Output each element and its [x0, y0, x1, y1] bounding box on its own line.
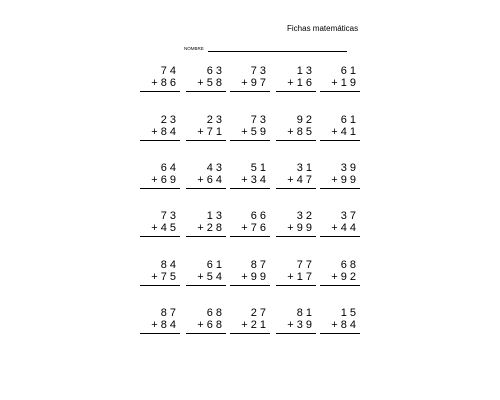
- answer-line[interactable]: [320, 333, 360, 334]
- addend-bottom: + 5 8: [197, 77, 222, 89]
- addend-top: 8 7: [160, 307, 176, 319]
- addend-top: 7 7: [296, 259, 312, 271]
- answer-line[interactable]: [276, 91, 316, 92]
- addend-bottom: + 3 9: [287, 319, 312, 331]
- addend-bottom: + 1 9: [331, 77, 356, 89]
- addition-problem: [140, 114, 180, 148]
- addition-problem: [140, 307, 180, 341]
- addend-top: 7 3: [160, 210, 176, 222]
- answer-line[interactable]: [230, 236, 270, 237]
- addend-bottom: + 1 6: [287, 77, 312, 89]
- addend-bottom: + 6 9: [151, 174, 176, 186]
- worksheet-title: Fichas matemáticas: [287, 24, 359, 33]
- addend-bottom: + 9 9: [241, 271, 266, 283]
- addition-problem: [186, 65, 226, 99]
- answer-line[interactable]: [320, 285, 360, 286]
- addend-top: 3 1: [296, 162, 312, 174]
- addition-problem: [320, 259, 360, 293]
- addition-problem: [276, 162, 316, 196]
- answer-line[interactable]: [140, 91, 180, 92]
- addition-problem: [276, 259, 316, 293]
- addend-bottom: + 8 5: [287, 126, 312, 138]
- answer-line[interactable]: [320, 236, 360, 237]
- addend-bottom: + 9 9: [331, 174, 356, 186]
- addend-bottom: + 6 4: [197, 174, 222, 186]
- answer-line[interactable]: [140, 236, 180, 237]
- addend-top: 6 3: [206, 65, 222, 77]
- addend-top: 6 4: [160, 162, 176, 174]
- answer-line[interactable]: [230, 140, 270, 141]
- addend-bottom: + 8 4: [151, 126, 176, 138]
- addition-problem: [230, 114, 270, 148]
- addition-problem: [320, 307, 360, 341]
- addend-bottom: + 4 4: [331, 222, 356, 234]
- addend-top: 6 1: [340, 114, 356, 126]
- addition-problem: [186, 307, 226, 341]
- answer-line[interactable]: [186, 285, 226, 286]
- addition-problem: [320, 162, 360, 196]
- addition-problem: [186, 114, 226, 148]
- addend-top: 3 7: [340, 210, 356, 222]
- addend-bottom: + 8 4: [331, 319, 356, 331]
- name-underline[interactable]: [208, 51, 347, 52]
- addend-bottom: + 7 5: [151, 271, 176, 283]
- addend-bottom: + 5 4: [197, 271, 222, 283]
- answer-line[interactable]: [320, 140, 360, 141]
- addend-bottom: + 9 7: [241, 77, 266, 89]
- addition-problem: [140, 210, 180, 244]
- addition-problem: [140, 65, 180, 99]
- answer-line[interactable]: [276, 236, 316, 237]
- addend-top: 1 3: [206, 210, 222, 222]
- answer-line[interactable]: [320, 91, 360, 92]
- addend-bottom: + 7 1: [197, 126, 222, 138]
- addend-bottom: + 2 8: [197, 222, 222, 234]
- addition-problem: [320, 65, 360, 99]
- addend-bottom: + 5 9: [241, 126, 266, 138]
- answer-line[interactable]: [276, 140, 316, 141]
- addend-top: 6 8: [206, 307, 222, 319]
- addend-bottom: + 4 1: [331, 126, 356, 138]
- addition-problem: [186, 210, 226, 244]
- addend-bottom: + 3 4: [241, 174, 266, 186]
- addend-top: 8 7: [250, 259, 266, 271]
- addition-problem: [186, 259, 226, 293]
- addend-bottom: + 6 8: [197, 319, 222, 331]
- answer-line[interactable]: [230, 333, 270, 334]
- name-label: NOMBRE: [184, 46, 204, 51]
- addend-top: 6 1: [206, 259, 222, 271]
- addend-top: 2 7: [250, 307, 266, 319]
- addend-bottom: + 4 5: [151, 222, 176, 234]
- addition-problem: [320, 210, 360, 244]
- answer-line[interactable]: [186, 333, 226, 334]
- addend-top: 3 9: [340, 162, 356, 174]
- addition-problem: [140, 162, 180, 196]
- answer-line[interactable]: [140, 140, 180, 141]
- addend-top: 5 1: [250, 162, 266, 174]
- addition-problem: [230, 259, 270, 293]
- addend-bottom: + 8 6: [151, 77, 176, 89]
- addend-top: 8 1: [296, 307, 312, 319]
- addend-bottom: + 1 7: [287, 271, 312, 283]
- answer-line[interactable]: [230, 188, 270, 189]
- addition-problem: [276, 307, 316, 341]
- addend-top: 6 6: [250, 210, 266, 222]
- addend-bottom: + 7 6: [241, 222, 266, 234]
- addend-top: 1 5: [340, 307, 356, 319]
- answer-line[interactable]: [186, 236, 226, 237]
- addend-bottom: + 2 1: [241, 319, 266, 331]
- addition-problem: [320, 114, 360, 148]
- addend-top: 6 1: [340, 65, 356, 77]
- addition-problem: [230, 307, 270, 341]
- addition-problem: [276, 210, 316, 244]
- addition-problem: [186, 162, 226, 196]
- addition-problem: [276, 114, 316, 148]
- addend-top: 4 3: [206, 162, 222, 174]
- answer-line[interactable]: [320, 188, 360, 189]
- addend-top: 1 3: [296, 65, 312, 77]
- addend-bottom: + 9 9: [287, 222, 312, 234]
- addend-top: 9 2: [296, 114, 312, 126]
- addition-problem: [276, 65, 316, 99]
- answer-line[interactable]: [230, 285, 270, 286]
- answer-line[interactable]: [140, 333, 180, 334]
- addend-top: 2 3: [160, 114, 176, 126]
- answer-line[interactable]: [186, 91, 226, 92]
- answer-line[interactable]: [140, 285, 180, 286]
- answer-line[interactable]: [276, 285, 316, 286]
- addend-bottom: + 4 7: [287, 174, 312, 186]
- addend-top: 7 3: [250, 114, 266, 126]
- answer-line[interactable]: [276, 188, 316, 189]
- addend-top: 3 2: [296, 210, 312, 222]
- addend-top: 2 3: [206, 114, 222, 126]
- answer-line[interactable]: [230, 91, 270, 92]
- answer-line[interactable]: [140, 188, 180, 189]
- answer-line[interactable]: [186, 188, 226, 189]
- addend-top: 7 3: [250, 65, 266, 77]
- addition-problem: [140, 259, 180, 293]
- answer-line[interactable]: [276, 333, 316, 334]
- answer-line[interactable]: [186, 140, 226, 141]
- addend-top: 7 4: [160, 65, 176, 77]
- addend-bottom: + 8 4: [151, 319, 176, 331]
- addend-top: 6 8: [340, 259, 356, 271]
- addend-bottom: + 9 2: [331, 271, 356, 283]
- addition-problem: [230, 162, 270, 196]
- addition-problem: [230, 65, 270, 99]
- addition-problem: [230, 210, 270, 244]
- addend-top: 8 4: [160, 259, 176, 271]
